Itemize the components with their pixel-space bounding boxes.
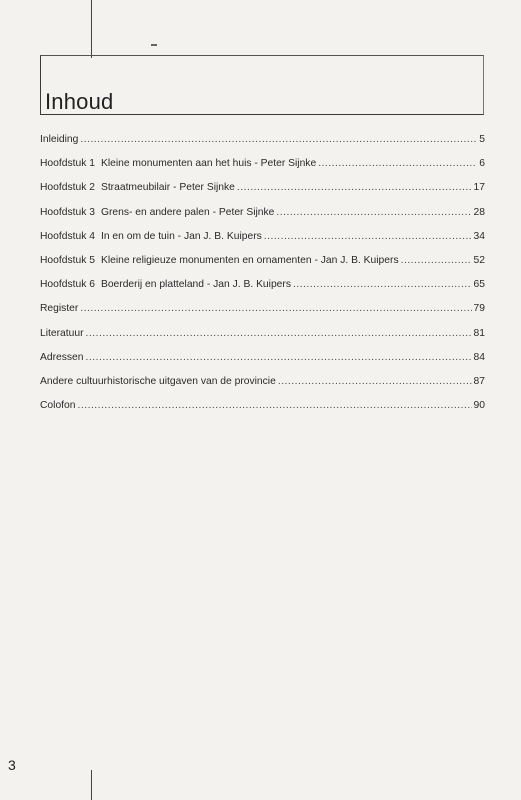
toc-entry: [40, 255, 485, 279]
toc-entry-label: In en om de tuin - Jan J. B. Kuipers: [100, 230, 262, 242]
toc-leader-dots: [86, 328, 472, 339]
page-title: Inhoud: [45, 89, 114, 114]
toc-leader-dots: [401, 255, 472, 266]
toc-chapter-number: Hoofdstuk 4: [40, 230, 95, 242]
toc-entry-label: Andere cultuurhistorische uitgaven van de provincie: [40, 375, 276, 387]
toc-entry: [40, 303, 485, 327]
toc-leader-dots: [278, 376, 472, 387]
toc-entry-label: Straatmeubilair - Peter Sijnke: [100, 182, 235, 194]
toc-entry: [40, 207, 485, 231]
toc-page-number: 17: [473, 182, 485, 194]
toc-entry: [40, 231, 485, 255]
toc-leader-dots: [318, 158, 477, 169]
toc-entry: [40, 376, 485, 400]
toc-chapter-number: Hoofdstuk 2: [40, 182, 95, 194]
toc-page-number: 28: [473, 206, 485, 218]
toc-page-number: 6: [479, 158, 485, 170]
crop-mark-bottom: [91, 770, 92, 800]
toc-leader-dots: [264, 231, 472, 242]
toc-chapter-number: Hoofdstuk 1: [40, 158, 95, 170]
toc-leader-dots: [276, 207, 471, 218]
toc-entry-label: Adressen: [40, 351, 84, 363]
toc-page-number: 87: [473, 375, 485, 387]
toc-page-number: 79: [473, 303, 485, 315]
toc-leader-dots: [80, 134, 477, 145]
toc-entry-label: Colofon: [40, 400, 76, 412]
toc-entry: [40, 134, 485, 158]
toc-page-number: 34: [473, 230, 485, 242]
toc-entry: [40, 158, 485, 182]
toc-entry-label: Inleiding: [40, 134, 79, 145]
toc-entry: [40, 279, 485, 303]
toc-entry: [40, 352, 485, 376]
toc-entry: [40, 182, 485, 206]
toc-leader-dots: [293, 279, 472, 290]
toc-page-number: 5: [479, 134, 485, 145]
title-box: [40, 55, 484, 115]
toc-entry-label: Register: [40, 303, 79, 315]
page-number: 3: [8, 757, 16, 773]
toc-entry-label: Kleine monumenten aan het huis - Peter Sijnke: [100, 158, 317, 170]
toc-leader-dots: [237, 182, 472, 193]
toc-chapter-number: Hoofdstuk 3: [40, 206, 95, 218]
toc-chapter-number: Hoofdstuk 5: [40, 254, 95, 266]
print-mark: [151, 44, 157, 46]
toc-leader-dots: [80, 303, 471, 314]
toc-entry-label: Grens- en andere palen - Peter Sijnke: [100, 206, 275, 218]
toc-entry: [40, 400, 485, 424]
table-of-contents: [40, 134, 485, 424]
toc-entry-label: Literatuur: [40, 327, 84, 339]
toc-page-number: 65: [473, 279, 485, 291]
toc-entry-label: Boerderij en platteland - Jan J. B. Kuipers: [100, 279, 291, 291]
toc-page-number: 52: [473, 254, 485, 266]
toc-page-number: 84: [473, 351, 485, 363]
toc-leader-dots: [86, 352, 472, 363]
crop-mark-top: [91, 0, 92, 58]
toc-entry: [40, 328, 485, 352]
toc-page-number: 81: [473, 327, 485, 339]
toc-leader-dots: [78, 400, 472, 411]
toc-page-number: 90: [473, 400, 485, 412]
toc-chapter-number: Hoofdstuk 6: [40, 279, 95, 291]
toc-entry-label: Kleine religieuze monumenten en ornamenten - Jan J. B. Kuipers: [100, 254, 399, 266]
